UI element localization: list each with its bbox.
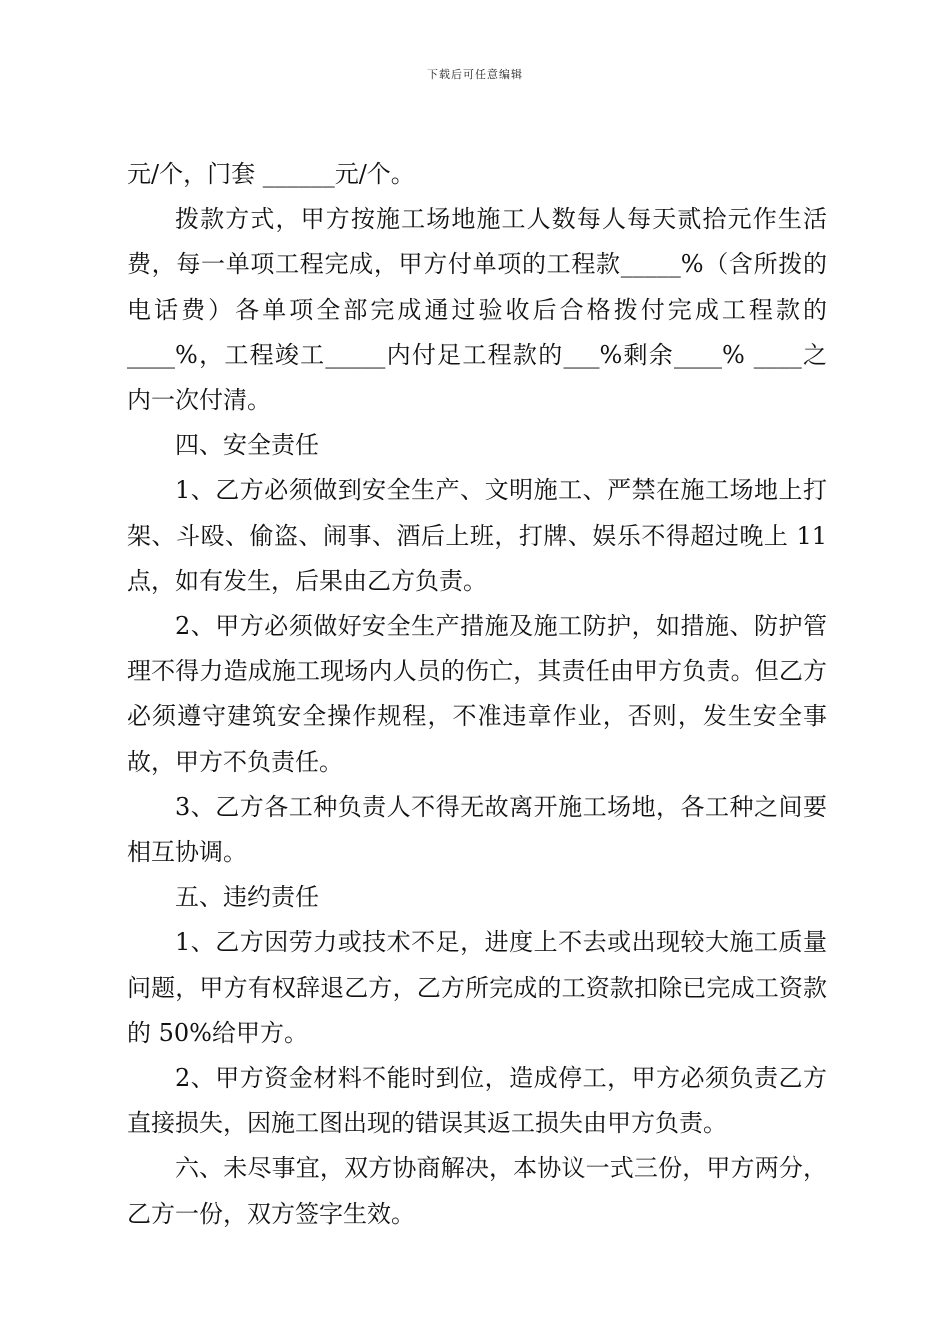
document-body [127,152,835,1237]
paragraph-payment-method: 拨款方式，甲方按施工场地施工人数每人每天贰拾元作生活费，每一单项工程完成，甲方付单项的工程款_____%（含所拨的电话费）各单项全部完成通过验收后合格拨付完成工程款的 ____%，工程竣工_____内付足工程款的___%剩余____% ____之内一次付清。 [127,205,835,415]
paragraph-safety-2: 2、甲方必须做好安全生产措施及施工防护，如措施、防护管理不得力造成施工现场内人员的伤亡，其责任由甲方负责。但乙方必须遵守建筑安全操作规程，不准违章作业，否则，发生安全事故，甲方不负责任。 [127,612,827,776]
paragraph-breach-2: 2、甲方资金材料不能时到位，造成停工，甲方必须负责乙方直接损失，因施工图出现的错误其返工损失由甲方负责。 [127,1064,827,1138]
section-heading-breach: 五、违约责任 [175,883,319,912]
section-heading-safety: 四、安全责任 [175,431,319,460]
paragraph-safety-3: 3、乙方各工种负责人不得无故离开施工场地，各工种之间要相互协调。 [127,792,827,867]
paragraph-safety-1: 1、乙方必须做到安全生产、文明施工、严禁在施工场地上打架、斗殴、偷盗、闹事、酒后上班，打牌、娱乐不得超过晚上 11 点，如有发生，后果由乙方负责。 [127,476,835,595]
paragraph-price-continuation: 元/个，门套 ______元/个。 [127,160,415,188]
page-header-note: 下载后可任意编辑 [427,68,523,81]
paragraph-breach-1: 1、乙方因劳力或技术不足，进度上不去或出现较大施工质量问题，甲方有权辞退乙方，乙方所完成的工资款扣除已完成工资款的 50%给甲方。 [127,928,827,1047]
paragraph-misc-matters: 六、未尽事宜，双方协商解决，本协议一式三份，甲方两分，乙方一份，双方签字生效。 [127,1154,827,1228]
